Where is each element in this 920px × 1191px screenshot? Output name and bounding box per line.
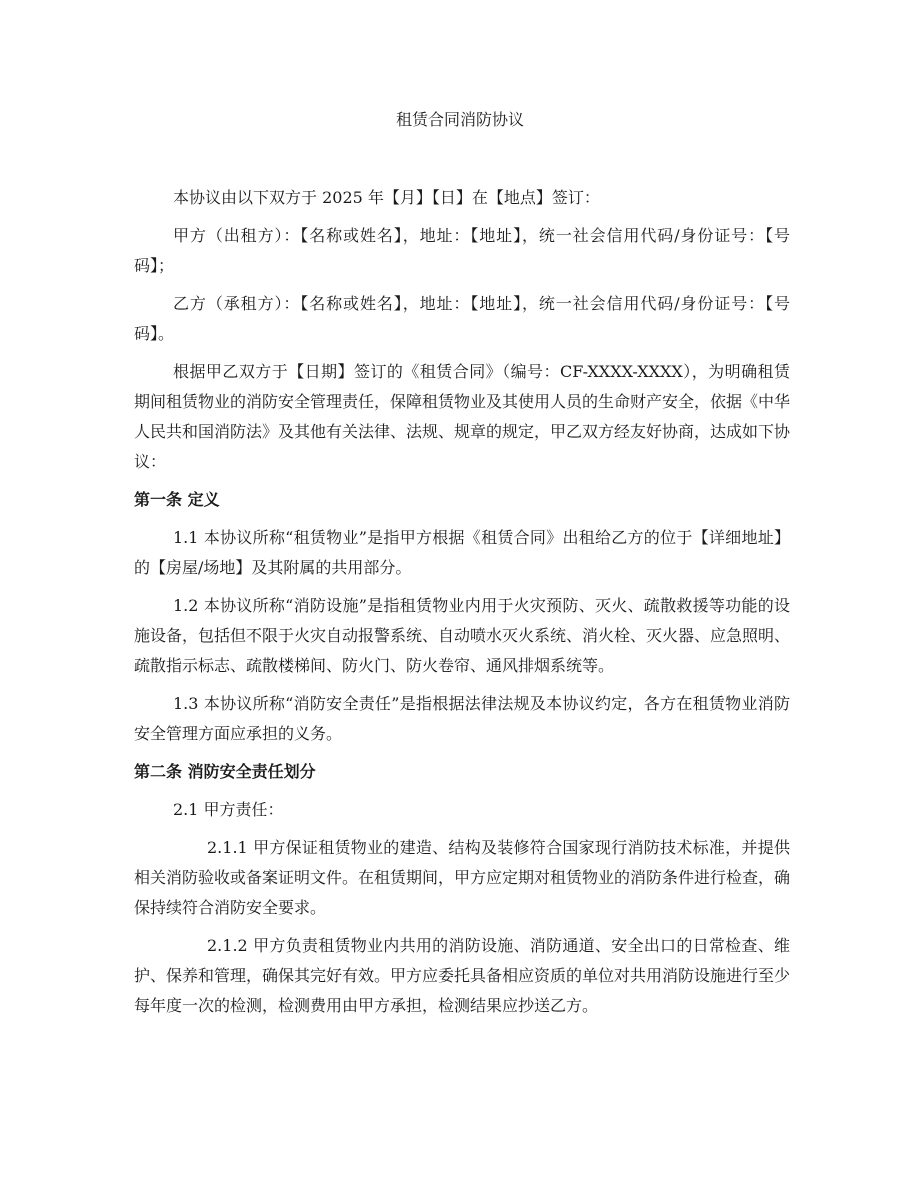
clause-1-3: 1.3 本协议所称“消防安全责任”是指根据法律法规及本协议约定，各方在租赁物业消防安全管理方面应承担的义务。 <box>134 694 790 743</box>
clause-2-1-1: 2.1.1 甲方保证租赁物业的建造、结构及装修符合国家现行消防技术标准，并提供相关消防验收或备案证明文件。在租赁期间，甲方应定期对租赁物业的消防条件进行检查，确保持续符合消防安全要求。 <box>134 838 791 917</box>
document-body <box>134 183 790 1029</box>
article-1-heading: 第一条 定义 <box>134 490 220 509</box>
clause-2-1-2: 2.1.2 甲方负责租赁物业内共用的消防设施、消防通道、安全出口的日常检查、维护、保养和管理，确保其完好有效。甲方应委托具备相应资质的单位对共用消防设施进行至少每年度一次的检测，检测费用由甲方承担，检测结果应抄送乙方。 <box>134 936 791 1015</box>
clause-1-1: 1.1 本协议所称“租赁物业”是指甲方根据《租赁合同》出租给乙方的位于【详细地址】的【房屋/场地】及其附属的共用部分。 <box>134 528 790 577</box>
party-a-paragraph: 甲方（出租方）：【名称或姓名】，地址：【地址】，统一社会信用代码/身份证号：【号码】； <box>134 226 790 275</box>
document-title: 租赁合同消防协议 <box>395 110 524 129</box>
preamble-paragraph: 根据甲乙双方于【日期】签订的《租赁合同》（编号：CF-XXXX-XXXX），为明确租赁期间租赁物业的消防安全管理责任，保障租赁物业及其使用人员的生命财产安全，依据《中华人民共和国消防法》及其他有关法律、法规、规章的规定，甲乙双方经友好协商，达成如下协议： <box>134 362 791 471</box>
intro-paragraph: 本协议由以下双方于 2025 年【月】【日】在【地点】签订： <box>173 188 600 207</box>
clause-2-1: 2.1 甲方责任： <box>173 800 284 819</box>
article-2-heading: 第二条 消防安全责任划分 <box>134 762 316 781</box>
clause-1-2: 1.2 本协议所称“消防设施”是指租赁物业内用于火灾预防、灭火、疏散救援等功能的设施设备，包括但不限于火灾自动报警系统、自动喷水灭火系统、消火栓、灭火器、应急照明、疏散指示标志、疏散楼梯间、防火门、防火卷帘、通风排烟系统等。 <box>134 596 791 675</box>
party-b-paragraph: 乙方（承租方）：【名称或姓名】，地址：【地址】，统一社会信用代码/身份证号：【号码】。 <box>134 294 790 343</box>
